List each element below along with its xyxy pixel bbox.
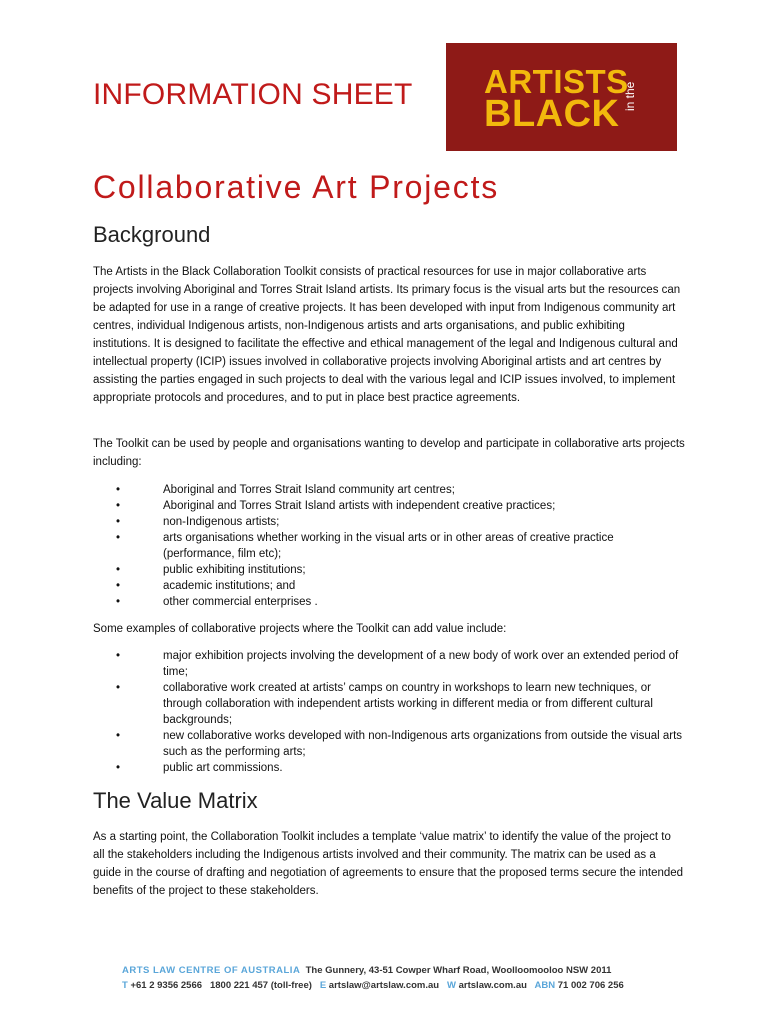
logo-line-black: BLACK bbox=[484, 93, 620, 135]
footer-abn: 71 002 706 256 bbox=[557, 980, 624, 991]
list-item-text: new collaborative works developed with non-Indigenous arts organizations from outside the visual arts such as the performing arts; bbox=[163, 730, 683, 758]
footer-abn-label: ABN bbox=[534, 980, 556, 991]
background-paragraph-1: The Artists in the Black Collaboration Toolkit consists of practical resources for use in major collaborative arts projects involving Aboriginal and Torres Strait Island artists. Its primary focus is the visual arts but the resources can be adapted for use in a range of creative projects. It has been developed with input from Indigenous community art centres, individual Indigenous artists, non-Indigenous artists and arts organisations, and public exhibiting institutions. It is designed to facilitate the effective and ethical management of the legal and Indigenous cultural and intellectual property (ICIP) issues involved in collaborative projects involving Aboriginal artists and art centres by assisting the parties engaged in such projects to deal with the various legal and ICIP issues involved, to implement appropriate protocols and procedures, and to put in place best practice agreements. bbox=[93, 266, 681, 404]
logo-small-text: in the bbox=[623, 81, 637, 111]
stakeholder-list bbox=[93, 482, 685, 610]
bullet-icon: • bbox=[116, 682, 121, 694]
bullet-icon: • bbox=[116, 650, 121, 662]
list-item bbox=[93, 498, 685, 514]
list-item-text: Aboriginal and Torres Strait Island artists with independent creative practices; bbox=[163, 500, 556, 512]
footer-address: The Gunnery, 43-51 Cowper Wharf Road, Woolloomooloo NSW 2011 bbox=[305, 965, 612, 976]
footer-phone[interactable]: +61 2 9356 2566 bbox=[130, 980, 203, 991]
list-item-text: academic institutions; and bbox=[163, 580, 296, 592]
footer-line-2 bbox=[122, 978, 682, 993]
footer-w-label: W bbox=[447, 980, 456, 991]
bullet-icon: • bbox=[116, 564, 121, 576]
footer-e-label: E bbox=[319, 980, 327, 991]
list-item bbox=[93, 562, 685, 578]
list-item bbox=[93, 728, 685, 760]
list-item-text: collaborative work created at artists’ camps on country in workshops to learn new techniques, or through collaboration with independent artists working in different media or from different cultural backgrounds; bbox=[163, 682, 653, 726]
footer-web-link[interactable]: artslaw.com.au bbox=[458, 980, 527, 991]
logo-line-artists: ARTISTS bbox=[484, 63, 629, 100]
list-item-text: other commercial enterprises . bbox=[163, 596, 318, 608]
bullet-icon: • bbox=[116, 484, 121, 496]
examples-list bbox=[93, 648, 685, 776]
document-type-title: INFORMATION SHEET bbox=[93, 78, 413, 111]
list-item-text: major exhibition projects involving the development of a new body of work over an extended period of time; bbox=[163, 650, 679, 678]
footer-tollfree[interactable]: 1800 221 457 (toll-free) bbox=[209, 980, 312, 991]
list-item bbox=[93, 482, 685, 498]
footer-org-name: ARTS LAW CENTRE OF AUSTRALIA bbox=[122, 965, 301, 976]
list-item-text: Aboriginal and Torres Strait Island community art centres; bbox=[163, 484, 455, 496]
bullet-icon: • bbox=[116, 500, 121, 512]
footer-contact bbox=[122, 963, 682, 993]
footer-line-1 bbox=[122, 963, 682, 978]
value-matrix-heading: The Value Matrix bbox=[93, 788, 258, 813]
list-item-text: public exhibiting institutions; bbox=[163, 564, 306, 576]
list-item-text: public art commissions. bbox=[163, 762, 283, 774]
bullet-icon: • bbox=[116, 730, 121, 742]
bullet-icon: • bbox=[116, 762, 121, 774]
background-paragraph-3: Some examples of collaborative projects where the Toolkit can add value include: bbox=[93, 623, 507, 635]
list-item bbox=[93, 578, 685, 594]
list-item bbox=[93, 530, 685, 562]
artists-in-the-black-logo bbox=[446, 43, 677, 151]
bullet-icon: • bbox=[116, 516, 121, 528]
footer-email-link[interactable]: artslaw@artslaw.com.au bbox=[328, 980, 440, 991]
bullet-icon: • bbox=[116, 596, 121, 608]
list-item-text: arts organisations whether working in the visual arts or in other areas of creative practice (performance, film etc); bbox=[163, 532, 614, 560]
page-title: Collaborative Art Projects bbox=[93, 169, 500, 205]
list-item bbox=[93, 680, 685, 728]
background-heading: Background bbox=[93, 222, 211, 247]
list-item bbox=[93, 648, 685, 680]
list-item bbox=[93, 760, 685, 776]
value-matrix-paragraph: As a starting point, the Collaboration Toolkit includes a template ‘value matrix’ to identify the value of the project to all the stakeholders including the Indigenous artists involved and their community. The matrix can be used as a guide in the course of drafting and negotiation of agreements to ensure that the proposed terms secure the intended benefits of the project to these stakeholders. bbox=[93, 831, 684, 897]
bullet-icon: • bbox=[116, 532, 121, 544]
background-paragraph-2: The Toolkit can be used by people and organisations wanting to develop and participate in collaborative arts projects including: bbox=[93, 438, 685, 468]
footer-t-label: T bbox=[122, 980, 128, 991]
list-item bbox=[93, 514, 685, 530]
bullet-icon: • bbox=[116, 580, 121, 592]
list-item-text: non-Indigenous artists; bbox=[163, 516, 280, 528]
list-item bbox=[93, 594, 685, 610]
